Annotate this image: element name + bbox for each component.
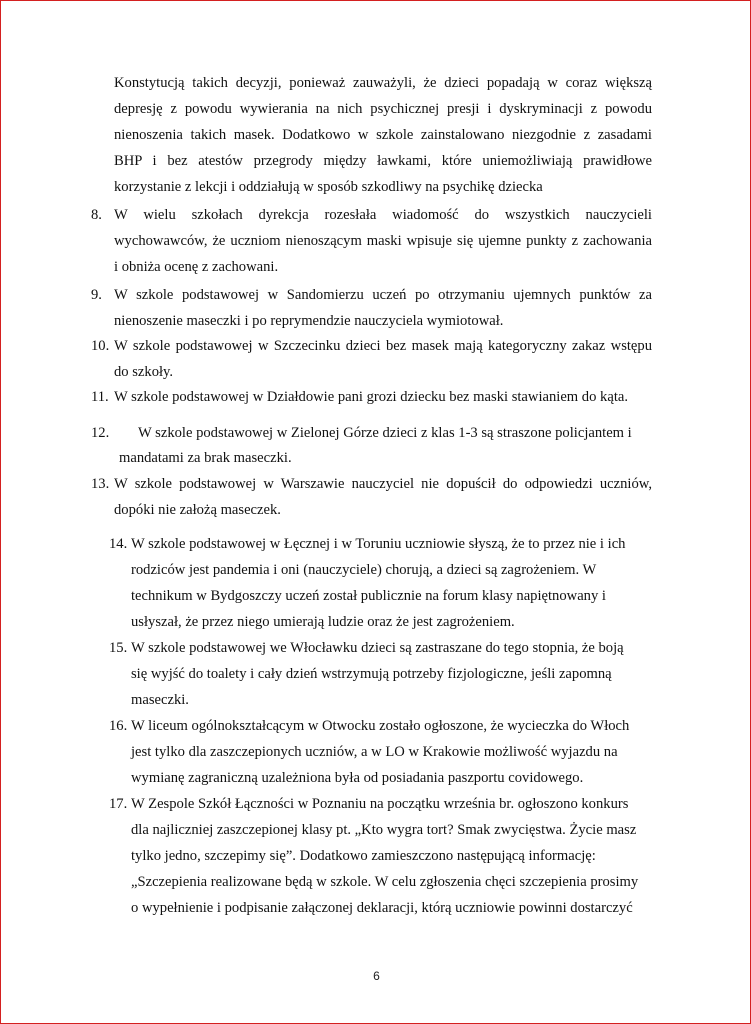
text-line: BHP i bez atestów przegrody między ławkami, które uniemożliwiają prawidłowe bbox=[114, 153, 652, 169]
text-line: mandatami za brak maseczki. bbox=[119, 450, 292, 466]
text-line: dla najliczniej zaszczepionej klasy pt. „Kto wygra tort? Smak zwycięstwa. Życie masz bbox=[131, 822, 637, 838]
text-line: rodziców jest pandemia i oni (nauczyciele) chorują, a dzieci są zagrożeniem. W bbox=[131, 562, 597, 578]
item-number: 17. bbox=[109, 796, 128, 812]
item-number: 11. bbox=[91, 389, 109, 405]
item-number: 10. bbox=[91, 338, 110, 354]
item-number: 16. bbox=[109, 718, 128, 734]
text-line: W szkole podstawowej w Sandomierzu uczeń po otrzymaniu ujemnych punktów za bbox=[114, 287, 652, 303]
text-line: Konstytucją takich decyzji, ponieważ zauważyli, że dzieci popadają w coraz większą bbox=[114, 75, 652, 91]
item-number: 13. bbox=[91, 476, 110, 492]
text-line: W szkole podstawowej w Warszawie nauczyciel nie dopuścił do odpowiedzi uczniów, bbox=[114, 476, 652, 492]
text-line: W wielu szkołach dyrekcja rozesłała wiadomość do wszystkich nauczycieli bbox=[114, 207, 652, 223]
item-number: 12. bbox=[91, 425, 110, 441]
text-line: W szkole podstawowej w Działdowie pani grozi dziecku bez maski stawianiem do kąta. bbox=[114, 389, 629, 405]
text-line: W liceum ogólnokształcącym w Otwocku zostało ogłoszone, że wycieczka do Włoch bbox=[131, 718, 630, 734]
text-line: tylko jedno, szczepimy się”. Dodatkowo zamieszczono następującą informację: bbox=[131, 848, 596, 864]
text-line: i obniża ocenę z zachowani. bbox=[114, 259, 279, 275]
text-line: nienoszenie maseczki i po reprymendzie nauczyciela wymiotował. bbox=[114, 313, 504, 329]
text-line: maseczki. bbox=[131, 692, 189, 708]
text-line: wymianę zagraniczną uzależniona była od posiadania paszportu covidowego. bbox=[131, 770, 584, 786]
text-line: się wyjść do toalety i cały dzień wstrzymują potrzeby fizjologiczne, jeśli zapomną bbox=[131, 666, 612, 682]
item-number: 9. bbox=[91, 287, 102, 303]
item-number: 15. bbox=[109, 640, 128, 656]
text-line: W Zespole Szkół Łączności w Poznaniu na początku września br. ogłoszono konkurs bbox=[131, 796, 629, 812]
text-line: technikum w Bydgoszczy uczeń został publicznie na forum klasy napiętnowany i bbox=[131, 588, 606, 604]
text-line: usłyszał, że przez niego umierają ludzie oraz że jest zagrożeniem. bbox=[131, 614, 515, 630]
page-number: 6 bbox=[373, 969, 380, 983]
text-line: „Szczepienia realizowane będą w szkole. W celu zgłoszenia chęci szczepienia prosimy bbox=[131, 874, 639, 890]
text-line: jest tylko dla zaszczepionych uczniów, a w LO w Krakowie możliwość wyjazdu na bbox=[131, 744, 618, 760]
item-number: 8. bbox=[91, 207, 102, 223]
text-line: W szkole podstawowej w Szczecinku dzieci bez masek mają kategoryczny zakaz wstępu bbox=[114, 338, 652, 354]
text-line: W szkole podstawowej w Łęcznej i w Toruniu uczniowie słyszą, że to przez nie i ich bbox=[131, 536, 626, 552]
text-line: W szkole podstawowej we Włocławku dzieci są zastraszane do tego stopnia, że boją bbox=[131, 640, 624, 656]
text-line: dopóki nie założą maseczek. bbox=[114, 502, 281, 518]
text-line: depresję z powodu wywierania na nich psychicznej presji i dyskryminacji z powodu bbox=[114, 101, 652, 117]
text-line: o wypełnienie i podpisanie załączonej deklaracji, którą uczniowie powinni dostarczyć bbox=[131, 900, 633, 916]
item-number: 14. bbox=[109, 536, 128, 552]
text-line: nienoszenia takich masek. Dodatkowo w szkole zainstalowano niezgodnie z zasadami bbox=[114, 127, 652, 143]
text-line: korzystanie z lekcji i oddziałują w sposób szkodliwy na psychikę dziecka bbox=[114, 179, 543, 195]
text-line: W szkole podstawowej w Zielonej Górze dzieci z klas 1-3 są straszone policjantem i bbox=[138, 425, 632, 441]
text-line: wychowawców, że uczniom nienoszącym maski wpisuje się ujemne punkty z zachowania bbox=[114, 233, 652, 249]
text-line: do szkoły. bbox=[114, 364, 174, 380]
